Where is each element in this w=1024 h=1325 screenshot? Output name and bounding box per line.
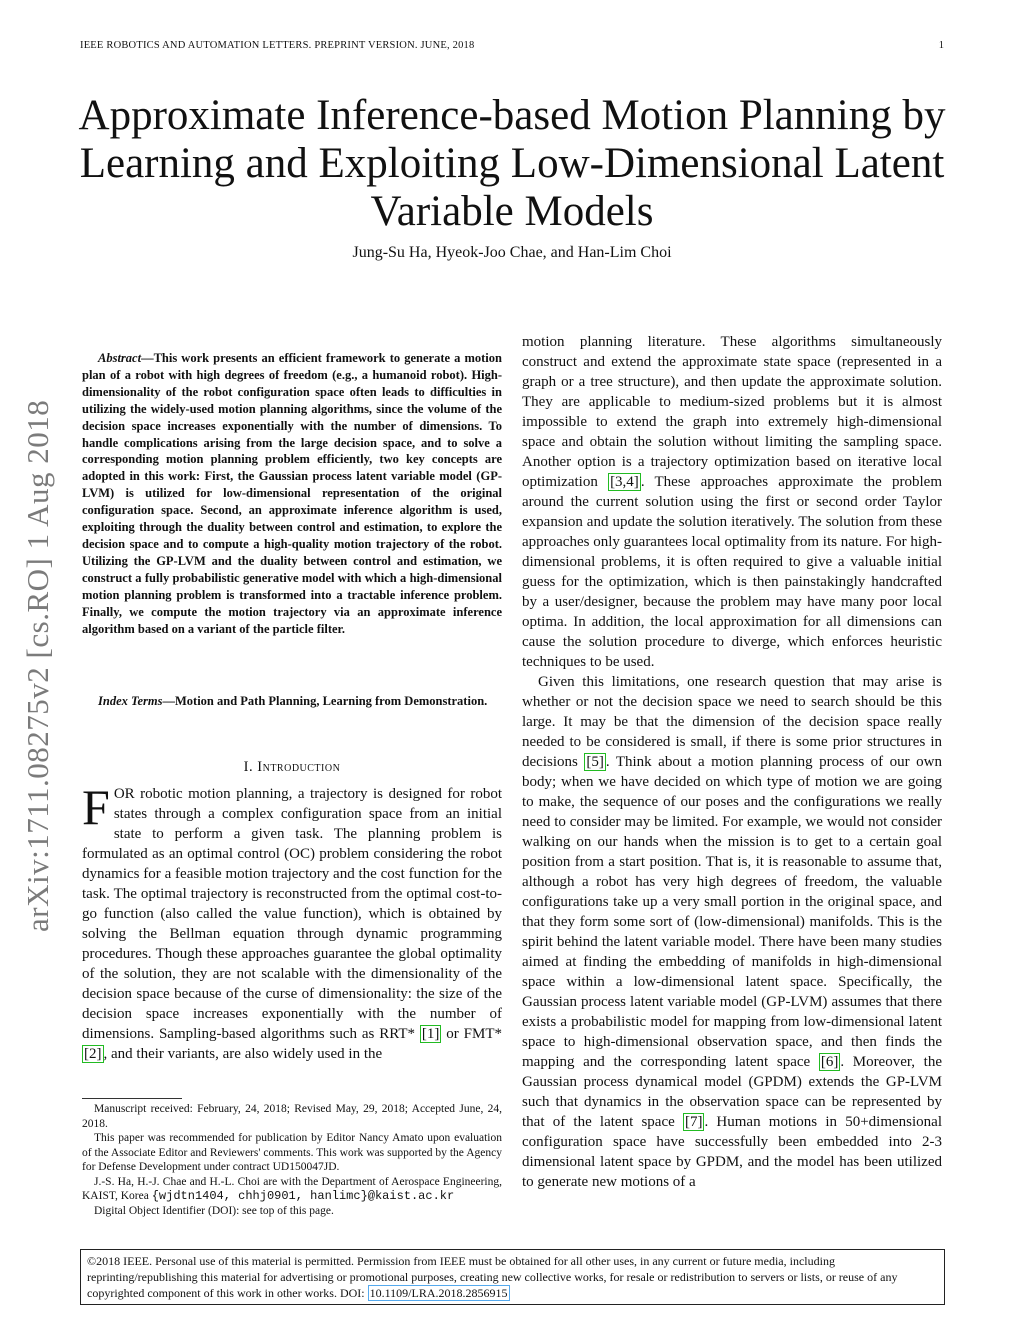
- intro-body: [82, 779, 502, 1064]
- index-terms: [82, 693, 502, 710]
- citation-link[interactable]: [3,4]: [610, 474, 639, 490]
- right-text-b: . These approaches approximate the problem around the current solution using the first or second order Taylor expansion and update the solution iteratively. The solution from these approaches only guarantees local optimality from its nature. For high-dimensional problems, it is often required to give a valuable initial guess for the optimization, which is then painstakingly handcrafted by a user/designer, because the problem may have many poor local optima. In addition, the local approximation for all dimensions can cause the solution procedure to diverge, which enforces heuristic techniques to be used.: [522, 474, 942, 670]
- running-header: IEEE ROBOTICS AND AUTOMATION LETTERS. PREPRINT VERSION. JUNE, 2018: [80, 40, 475, 51]
- citation-link[interactable]: [5]: [586, 754, 604, 770]
- right-text-a: motion planning literature. These algorithms simultaneously construct and extend the approximate state space (represented in a graph or a tree structure), and then update the approximate solution. They are applicable to medium-sized problems but it is almost impossible to extend the graph into extremely high-dimensional space and obtain the solution without limiting the sampling space. Another option is a trajectory optimization based on iterative local optimization: [522, 334, 942, 490]
- intro-text-c: , and their variants, are also widely used in the: [103, 1046, 383, 1062]
- right-text-d: . Think about a motion planning process of our own body; when we have decided on which type of motion we are going to make, the sequence of our poses and the configurations we really need to consider may be limited. For example, we would not consider walking on our hands when the mission is to get to a certain goal position from a start position. That is, it is reasonable to assume that, although a robot has very high degrees of freedom, the valuable configurations take up a very small portion in the original space, and that they form some sort of (low-dimensional) manifolds. This is the spirit behind the latent variable model. There have been many studies aimed at finding the embedding of manifolds in high-dimensional space within a low-dimensional latent space. Specifically, the Gaussian process latent variable model (GP-LVM) assumes that there exists a probabilistic model for mapping from low-dimensional latent space to high-dimensional observation space, and then finds the mapping and the corresponding latent space: [522, 754, 942, 1070]
- citation-link[interactable]: [2]: [84, 1046, 102, 1062]
- section-number: I.: [243, 759, 254, 775]
- copyright-notice: [80, 1249, 945, 1305]
- intro-text-a: OR robotic motion planning, a trajectory is designed for robot states through a complex configuration space from an initial state to perform a given task. The planning problem is formulated as an optimal control (OC) problem considering the robot dynamics for a feasible motion trajectory and the cost function for the task. The optimal trajectory is reconstructed from the optimal cost-to-go function (also called the value function), which is obtained by solving the Bellman equation through dynamic programming procedures. Though these approaches guarantee the global optimality of the solution, they are not scalable with the dimensionality of the decision space because of the curse of dimensionality: the size of the decision space increases exponentially with the number of dimensions. Sampling-based algorithms such as RRT*: [82, 786, 502, 1042]
- right-text-f: . Human motions in 50+dimensional configuration space have successfully been embedded into 2-3 dimensional latent space by GPDM, and the model has been utilized to generate new motions of a: [522, 1114, 942, 1190]
- index-terms-text: —Motion and Path Planning, Learning from Demonstration.: [162, 694, 488, 708]
- intro-text-b: or FMT*: [441, 1026, 502, 1042]
- abstract-label: Abstract: [98, 351, 142, 365]
- author-list: Jung-Su Ha, Hyeok-Joo Chae, and Han-Lim Choi: [352, 244, 672, 261]
- copyright-text: ©2018 IEEE. Personal use of this material is permitted. Permission from IEEE must be obtained for all other uses, in any current or future media, including reprinting/republishing this material for advertising or promotional purposes, creating new collective works, for resale or redistribution to servers or lists, or reuse of any copyrighted component of this work in other works. DOI:: [87, 1254, 898, 1300]
- footnote-doi: Digital Object Identifier (DOI): see top of this page.: [94, 1204, 334, 1217]
- citation-link[interactable]: [7]: [684, 1114, 703, 1130]
- footnotes: [82, 1102, 502, 1218]
- page-number: 1: [938, 40, 944, 51]
- footnote-recommended: This paper was recommended for publication by Editor Nancy Amato upon evaluation of the Associate Editor and Reviewers' comments. This work was supported by the Agency for Defense Development under contract UD150047JD.: [82, 1132, 502, 1173]
- abstract: [82, 350, 502, 637]
- footnote-divider: [82, 1098, 182, 1099]
- right-text-e: . Moreover, the Gaussian process dynamical model (GPDM) extends the GP-LVM such that dynamics in the observation space can be represented by that of the latent space: [522, 1054, 942, 1130]
- right-text-c: Given this limitations, one research question that may arise is whether or not the decision space we need to search should be this large. It may be that the dimension of the decision space really needed to be considered is small, if there is some prior structures in decisions: [522, 674, 942, 770]
- footnote-received: Manuscript received: February, 24, 2018; Revised May, 29, 2018; Accepted June, 24, 2018.: [82, 1103, 502, 1130]
- citation-link[interactable]: [1]: [421, 1026, 440, 1042]
- paper-title: Approximate Inference-based Motion Planning by Learning and Exploiting Low-Dimensional Latent Variable Models: [78, 92, 946, 235]
- author-emails: {wjdtn1404, chhj0901, hanlimc}@kaist.ac.kr: [151, 1189, 455, 1203]
- footnote-affiliation: J.-S. Ha, H.-J. Chae and H.-L. Choi are with the Department of Aerospace Engineering, KAIST, Korea: [82, 1175, 502, 1202]
- drop-cap: F: [82, 779, 110, 835]
- arxiv-watermark: arXiv:1711.08275v2 [cs.RO] 1 Aug 2018: [20, 399, 55, 932]
- abstract-text: —This work presents an efficient framework to generate a motion plan of a robot with high degrees of freedom (e.g., a humanoid robot). High-dimensionality of the robot configuration space often leads to difficulties in utilizing the widely-used motion planning algorithms, since the volume of the decision space increases exponentially with the number of dimensions. To handle complications arising from the large decision space, and to solve a corresponding motion planning problem efficiently, two key concepts are adopted in this work: First, the Gaussian process latent variable model (GP-LVM) is utilized for low-dimensional representation of the original configuration space. Second, an approximate inference algorithm is used, exploiting through the duality between control and estimation, to explore the decision space and to compute a high-quality motion trajectory of the robot. Utilizing the GP-LVM and the duality between control and estimation, we construct a fully probabilistic generative model with which a high-dimensional motion planning problem is transformed into a tractable inference problem. Finally, we compute the motion trajectory via an approximate inference algorithm based on a variant of the particle filter.: [82, 351, 502, 636]
- section-heading: [82, 759, 502, 776]
- doi-link[interactable]: 10.1109/LRA.2018.2856915: [369, 1286, 508, 1300]
- section-title: Introduction: [257, 759, 341, 775]
- right-column-body: [522, 332, 942, 1192]
- citation-link[interactable]: [6]: [820, 1054, 839, 1070]
- index-terms-label: Index Terms: [98, 694, 163, 708]
